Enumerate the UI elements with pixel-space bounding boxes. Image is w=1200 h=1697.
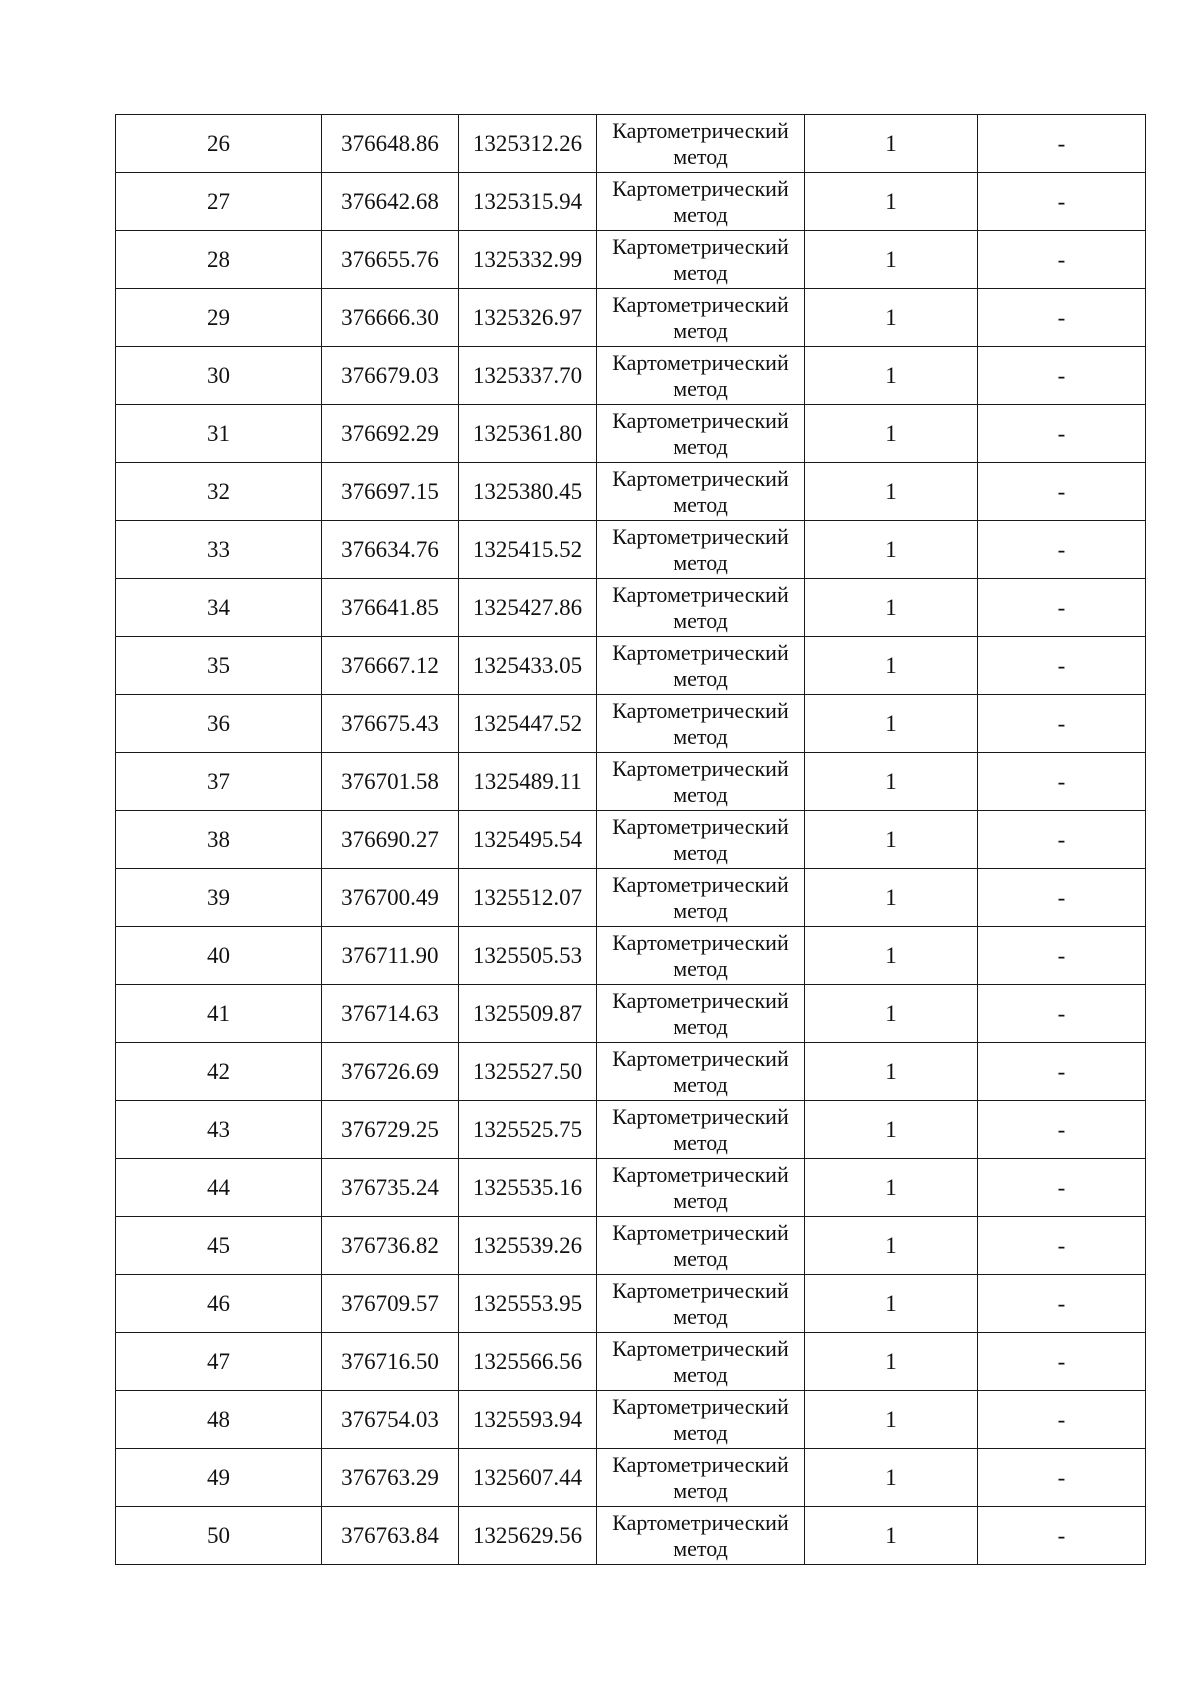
x-coordinate-cell: 376666.30 (322, 289, 459, 347)
description-cell: - (978, 289, 1146, 347)
description-cell: - (978, 521, 1146, 579)
point-number-cell: 45 (116, 1217, 322, 1275)
y-coordinate-cell: 1325629.56 (459, 1507, 597, 1565)
y-coordinate-cell: 1325607.44 (459, 1449, 597, 1507)
table-row (116, 1101, 1146, 1159)
description-cell: - (978, 985, 1146, 1043)
x-coordinate-cell: 376641.85 (322, 579, 459, 637)
accuracy-cell: 1 (805, 231, 978, 289)
y-coordinate-cell: 1325525.75 (459, 1101, 597, 1159)
table-row (116, 521, 1146, 579)
method-cell: Картометрический метод (597, 521, 805, 579)
table-row (116, 1217, 1146, 1275)
point-number-cell: 28 (116, 231, 322, 289)
description-cell: - (978, 637, 1146, 695)
y-coordinate-cell: 1325553.95 (459, 1275, 597, 1333)
y-coordinate-cell: 1325315.94 (459, 173, 597, 231)
description-cell: - (978, 347, 1146, 405)
table-row (116, 579, 1146, 637)
method-cell: Картометрический метод (597, 1333, 805, 1391)
description-cell: - (978, 405, 1146, 463)
point-number-cell: 44 (116, 1159, 322, 1217)
method-cell: Картометрический метод (597, 1275, 805, 1333)
description-cell: - (978, 1449, 1146, 1507)
y-coordinate-cell: 1325447.52 (459, 695, 597, 753)
y-coordinate-cell: 1325312.26 (459, 115, 597, 173)
y-coordinate-cell: 1325427.86 (459, 579, 597, 637)
description-cell: - (978, 869, 1146, 927)
x-coordinate-cell: 376692.29 (322, 405, 459, 463)
x-coordinate-cell: 376729.25 (322, 1101, 459, 1159)
point-number-cell: 42 (116, 1043, 322, 1101)
x-coordinate-cell: 376655.76 (322, 231, 459, 289)
point-number-cell: 29 (116, 289, 322, 347)
accuracy-cell: 1 (805, 927, 978, 985)
accuracy-cell: 1 (805, 1275, 978, 1333)
accuracy-cell: 1 (805, 695, 978, 753)
point-number-cell: 30 (116, 347, 322, 405)
point-number-cell: 31 (116, 405, 322, 463)
description-cell: - (978, 173, 1146, 231)
table-row (116, 811, 1146, 869)
accuracy-cell: 1 (805, 115, 978, 173)
y-coordinate-cell: 1325495.54 (459, 811, 597, 869)
x-coordinate-cell: 376726.69 (322, 1043, 459, 1101)
accuracy-cell: 1 (805, 173, 978, 231)
point-number-cell: 38 (116, 811, 322, 869)
y-coordinate-cell: 1325489.11 (459, 753, 597, 811)
accuracy-cell: 1 (805, 753, 978, 811)
accuracy-cell: 1 (805, 811, 978, 869)
x-coordinate-cell: 376716.50 (322, 1333, 459, 1391)
method-cell: Картометрический метод (597, 637, 805, 695)
x-coordinate-cell: 376763.84 (322, 1507, 459, 1565)
point-number-cell: 37 (116, 753, 322, 811)
method-cell: Картометрический метод (597, 289, 805, 347)
y-coordinate-cell: 1325527.50 (459, 1043, 597, 1101)
table-row (116, 115, 1146, 173)
accuracy-cell: 1 (805, 521, 978, 579)
x-coordinate-cell: 376700.49 (322, 869, 459, 927)
description-cell: - (978, 927, 1146, 985)
table-row (116, 1275, 1146, 1333)
description-cell: - (978, 1101, 1146, 1159)
point-number-cell: 40 (116, 927, 322, 985)
x-coordinate-cell: 376690.27 (322, 811, 459, 869)
method-cell: Картометрический метод (597, 869, 805, 927)
table-row (116, 1449, 1146, 1507)
description-cell: - (978, 1275, 1146, 1333)
x-coordinate-cell: 376714.63 (322, 985, 459, 1043)
description-cell: - (978, 579, 1146, 637)
method-cell: Картометрический метод (597, 463, 805, 521)
description-cell: - (978, 1507, 1146, 1565)
y-coordinate-cell: 1325539.26 (459, 1217, 597, 1275)
x-coordinate-cell: 376754.03 (322, 1391, 459, 1449)
point-number-cell: 35 (116, 637, 322, 695)
point-number-cell: 27 (116, 173, 322, 231)
description-cell: - (978, 695, 1146, 753)
x-coordinate-cell: 376711.90 (322, 927, 459, 985)
point-number-cell: 33 (116, 521, 322, 579)
y-coordinate-cell: 1325332.99 (459, 231, 597, 289)
accuracy-cell: 1 (805, 1101, 978, 1159)
table-row (116, 231, 1146, 289)
description-cell: - (978, 1391, 1146, 1449)
table-row (116, 1391, 1146, 1449)
method-cell: Картометрический метод (597, 695, 805, 753)
table-row (116, 173, 1146, 231)
accuracy-cell: 1 (805, 405, 978, 463)
accuracy-cell: 1 (805, 985, 978, 1043)
description-cell: - (978, 463, 1146, 521)
x-coordinate-cell: 376736.82 (322, 1217, 459, 1275)
y-coordinate-cell: 1325593.94 (459, 1391, 597, 1449)
x-coordinate-cell: 376667.12 (322, 637, 459, 695)
table-row (116, 463, 1146, 521)
point-number-cell: 36 (116, 695, 322, 753)
table-row (116, 405, 1146, 463)
method-cell: Картометрический метод (597, 753, 805, 811)
point-number-cell: 50 (116, 1507, 322, 1565)
description-cell: - (978, 1159, 1146, 1217)
x-coordinate-cell: 376701.58 (322, 753, 459, 811)
description-cell: - (978, 1217, 1146, 1275)
table-row (116, 753, 1146, 811)
table-row (116, 1507, 1146, 1565)
description-cell: - (978, 811, 1146, 869)
y-coordinate-cell: 1325415.52 (459, 521, 597, 579)
table-row (116, 1333, 1146, 1391)
accuracy-cell: 1 (805, 1507, 978, 1565)
table-row (116, 1043, 1146, 1101)
y-coordinate-cell: 1325380.45 (459, 463, 597, 521)
table-row (116, 695, 1146, 753)
description-cell: - (978, 115, 1146, 173)
y-coordinate-cell: 1325535.16 (459, 1159, 597, 1217)
accuracy-cell: 1 (805, 1449, 978, 1507)
point-number-cell: 26 (116, 115, 322, 173)
table-row (116, 869, 1146, 927)
description-cell: - (978, 1333, 1146, 1391)
point-number-cell: 39 (116, 869, 322, 927)
point-number-cell: 43 (116, 1101, 322, 1159)
accuracy-cell: 1 (805, 289, 978, 347)
point-number-cell: 47 (116, 1333, 322, 1391)
x-coordinate-cell: 376763.29 (322, 1449, 459, 1507)
accuracy-cell: 1 (805, 463, 978, 521)
x-coordinate-cell: 376709.57 (322, 1275, 459, 1333)
description-cell: - (978, 1043, 1146, 1101)
method-cell: Картометрический метод (597, 985, 805, 1043)
method-cell: Картометрический метод (597, 811, 805, 869)
method-cell: Картометрический метод (597, 1217, 805, 1275)
y-coordinate-cell: 1325509.87 (459, 985, 597, 1043)
x-coordinate-cell: 376675.43 (322, 695, 459, 753)
x-coordinate-cell: 376735.24 (322, 1159, 459, 1217)
accuracy-cell: 1 (805, 637, 978, 695)
accuracy-cell: 1 (805, 1217, 978, 1275)
x-coordinate-cell: 376634.76 (322, 521, 459, 579)
method-cell: Картометрический метод (597, 1391, 805, 1449)
description-cell: - (978, 753, 1146, 811)
table-row (116, 985, 1146, 1043)
accuracy-cell: 1 (805, 1391, 978, 1449)
point-number-cell: 49 (116, 1449, 322, 1507)
table-row (116, 637, 1146, 695)
x-coordinate-cell: 376679.03 (322, 347, 459, 405)
method-cell: Картометрический метод (597, 1449, 805, 1507)
x-coordinate-cell: 376648.86 (322, 115, 459, 173)
accuracy-cell: 1 (805, 869, 978, 927)
coordinates-table-body (116, 115, 1146, 1565)
method-cell: Картометрический метод (597, 347, 805, 405)
y-coordinate-cell: 1325337.70 (459, 347, 597, 405)
accuracy-cell: 1 (805, 1159, 978, 1217)
y-coordinate-cell: 1325566.56 (459, 1333, 597, 1391)
table-row (116, 347, 1146, 405)
y-coordinate-cell: 1325512.07 (459, 869, 597, 927)
method-cell: Картометрический метод (597, 1043, 805, 1101)
description-cell: - (978, 231, 1146, 289)
method-cell: Картометрический метод (597, 173, 805, 231)
method-cell: Картометрический метод (597, 1101, 805, 1159)
y-coordinate-cell: 1325361.80 (459, 405, 597, 463)
method-cell: Картометрический метод (597, 1159, 805, 1217)
method-cell: Картометрический метод (597, 579, 805, 637)
method-cell: Картометрический метод (597, 115, 805, 173)
point-number-cell: 41 (116, 985, 322, 1043)
method-cell: Картометрический метод (597, 1507, 805, 1565)
y-coordinate-cell: 1325326.97 (459, 289, 597, 347)
accuracy-cell: 1 (805, 579, 978, 637)
point-number-cell: 46 (116, 1275, 322, 1333)
accuracy-cell: 1 (805, 1043, 978, 1101)
coordinates-table (115, 114, 1146, 1565)
point-number-cell: 48 (116, 1391, 322, 1449)
table-row (116, 1159, 1146, 1217)
table-row (116, 289, 1146, 347)
method-cell: Картометрический метод (597, 927, 805, 985)
point-number-cell: 32 (116, 463, 322, 521)
method-cell: Картометрический метод (597, 405, 805, 463)
table-row (116, 927, 1146, 985)
accuracy-cell: 1 (805, 347, 978, 405)
method-cell: Картометрический метод (597, 231, 805, 289)
point-number-cell: 34 (116, 579, 322, 637)
y-coordinate-cell: 1325433.05 (459, 637, 597, 695)
x-coordinate-cell: 376697.15 (322, 463, 459, 521)
accuracy-cell: 1 (805, 1333, 978, 1391)
x-coordinate-cell: 376642.68 (322, 173, 459, 231)
y-coordinate-cell: 1325505.53 (459, 927, 597, 985)
